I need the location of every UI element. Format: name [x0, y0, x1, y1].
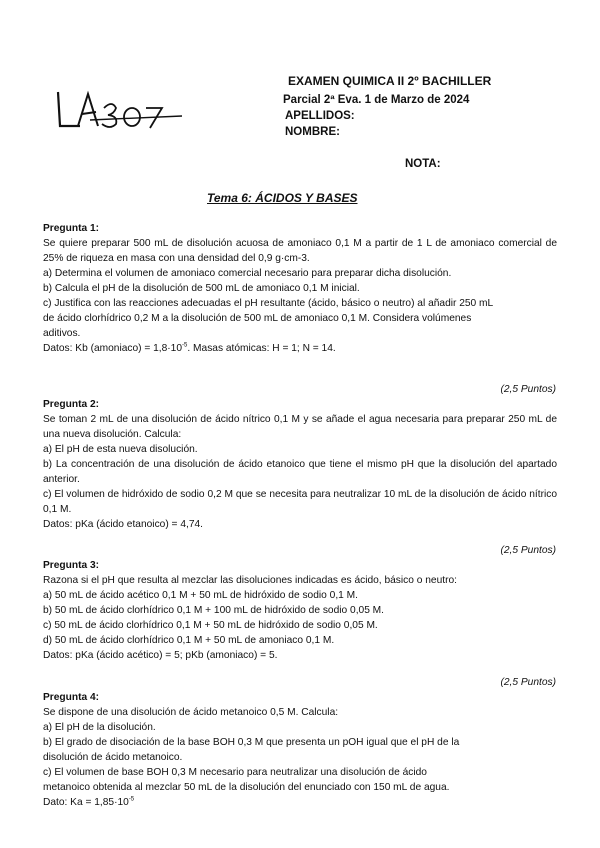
question-intro: Se dispone de una disolución de ácido metanoico 0,5 M. Calcula:: [43, 707, 339, 718]
question-data: Datos: Kb (amoniaco) = $1,8\cdot 10^{-5}$. Masas atómicas: H = 1; N = 14.: [43, 342, 336, 354]
surname-label: APELLIDOS:: [285, 110, 355, 122]
question-points: (2,5 Puntos): [500, 545, 556, 556]
name-label: NOMBRE:: [285, 126, 340, 138]
question-4: [43, 690, 557, 810]
ies-logo: [50, 86, 190, 136]
question-data: Dato: $Ka = 1,85\cdot 10^{-5}$: [43, 796, 135, 808]
question-title: Pregunta 2:: [43, 399, 100, 410]
grade-label: NOTA:: [405, 158, 441, 170]
question-item: b) La concentración de una disolución de ácido etanoico que tiene el mismo pH que la disolución del apartado anterior.: [43, 459, 557, 485]
question-intro: Se toman 2 mL de una disolución de ácido nítrico 0,1 M y se añade el agua necesaria para preparar 250 mL de una nueva disolución. Calcula:: [43, 414, 557, 440]
question-item: b) Calcula el pH de la disolución de 500 mL de amoniaco 0,1 M inicial.: [43, 283, 360, 294]
question-1: [43, 221, 557, 356]
question-3: [43, 558, 557, 663]
question-points: (2,5 Puntos): [500, 677, 556, 688]
question-item: a) El pH de la disolución.: [43, 722, 156, 733]
question-title: Pregunta 4:: [43, 692, 100, 703]
question-item: c) 50 mL de ácido clorhídrico 0,1 M + 50 mL de hidróxido de sodio 0,05 M.: [43, 620, 378, 631]
question-item: a) El pH de esta nueva disolución.: [43, 444, 198, 455]
question-item: d) 50 mL de ácido clorhídrico 0,1 M + 50 mL de amoniaco 0,1 M.: [43, 635, 335, 646]
question-item: c) Justifica con las reacciones adecuadas el pH resultante (ácido, básico o neutro) al añadir 250 mL de ácido clorhídrico 0,2 M a la disolución de 500 mL de amoniaco 0,1 M. Considera volúmenes aditivos.: [43, 298, 493, 339]
question-item: a) Determina el volumen de amoniaco comercial necesario para preparar dicha disolución.: [43, 268, 452, 279]
question-title: Pregunta 1:: [43, 223, 100, 234]
question-intro: Se quiere preparar 500 mL de disolución acuosa de amoniaco 0,1 M a partir de 1 L de amoniaco comercial de 25% de riqueza en masa con una densidad del 0,9 g·cm-3.: [43, 238, 557, 264]
question-item: c) El volumen de hidróxido de sodio 0,2 M que se necesita para neutralizar 10 mL de la disolución de ácido nítrico 0,1 M.: [43, 489, 557, 515]
question-data: Datos: pKa (ácido acético) = 5; pKb (amoniaco) = 5.: [43, 650, 278, 661]
question-item: b) El grado de disociación de la base BOH 0,3 M que presenta un pOH igual que el pH de la disolución de ácido metanoico.: [43, 737, 460, 763]
question-intro: Razona si el pH que resulta al mezclar las disoluciones indicadas es ácido, básico o neutro:: [43, 575, 457, 586]
topic-title: Tema 6: ÁCIDOS Y BASES: [207, 191, 358, 205]
question-item: a) 50 mL de ácido acético 0,1 M + 50 mL de hidróxido de sodio 0,1 M.: [43, 590, 358, 601]
question-title: Pregunta 3:: [43, 560, 100, 571]
question-item: c) El volumen de base BOH 0,3 M necesario para neutralizar una disolución de ácido metanoico obtenida al mezclar 50 mL de la disolución del enunciado con 150 mL de agua.: [43, 767, 450, 793]
exam-title: EXAMEN QUIMICA II 2º BACHILLER: [288, 74, 492, 88]
question-data: Datos: pKa (ácido etanoico) = 4,74.: [43, 519, 203, 530]
question-points: (2,5 Puntos): [500, 384, 556, 395]
question-2: [43, 397, 557, 532]
partial-date: Parcial 2ª Eva. 1 de Marzo de 2024: [283, 94, 470, 106]
question-item: b) 50 mL de ácido clorhídrico 0,1 M + 100 mL de hidróxido de sodio 0,05 M.: [43, 605, 385, 616]
